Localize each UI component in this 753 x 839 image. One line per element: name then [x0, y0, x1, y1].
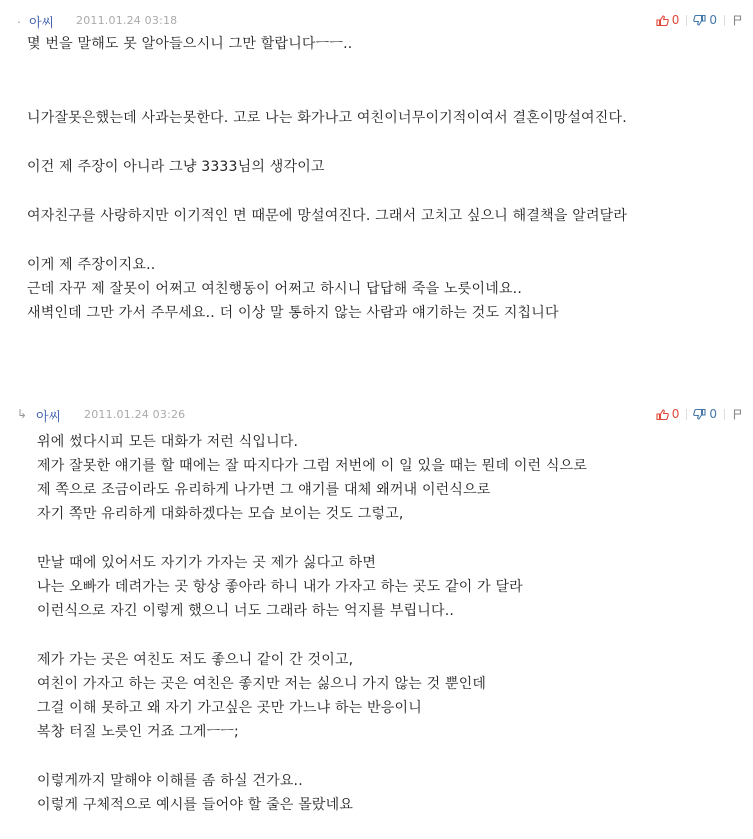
like-count: 0: [671, 407, 680, 421]
comment-line: 이런식으로 자긴 이렇게 했으니 너도 그래라 하는 억지를 부립니다..: [37, 603, 455, 619]
reply-arrow-icon: ↳: [17, 407, 28, 421]
comment-line: 복창 터질 노릇인 거죠 그게ㅡㅡ;: [37, 724, 239, 740]
comment-line: 제가 잘못한 얘기를 할 때에는 잘 따지다가 그럼 저번에 이 일 있을 때는 뭔데 이런 식으로: [37, 458, 588, 474]
dislike-button[interactable]: [693, 407, 717, 421]
vote-divider: [686, 409, 687, 420]
comment-header: [0, 404, 753, 426]
comment-body: [0, 426, 753, 817]
comment-line: 몇 번을 말해도 못 알아들으시니 그만 할랍니다ㅡㅡ..: [27, 36, 353, 52]
comment-author[interactable]: 아씨: [29, 16, 55, 31]
report-button[interactable]: [733, 409, 743, 420]
dislike-button[interactable]: [693, 13, 717, 27]
comment-body: [0, 32, 753, 325]
vote-divider: [724, 15, 725, 26]
comment-line: 이렇게 구체적으로 예시를 들어야 할 줄은 몰랐네요: [37, 797, 354, 813]
thumbs-up-icon: [656, 15, 669, 26]
vote-divider: [686, 15, 687, 26]
comment-line: 여자친구를 사랑하지만 이기적인 면 때문에 망설여진다. 그래서 고치고 싶으니 해결책을 알려달라: [27, 208, 628, 224]
comment-line: 제가 가는 곳은 여친도 저도 좋으니 같이 간 것이고,: [37, 652, 354, 668]
like-count: 0: [671, 13, 680, 27]
like-button[interactable]: [656, 407, 680, 421]
comment-line: 만날 때에 있어서도 자기가 가자는 곳 제가 싫다고 하면: [37, 555, 377, 571]
comment-line: 자기 쪽만 유리하게 대화하겠다는 모습 보이는 것도 그렇고,: [37, 506, 404, 522]
comment-line: 나는 오빠가 데려가는 곳 항상 좋아라 하니 내가 가자고 하는 곳도 같이 가 달라: [37, 579, 523, 595]
comment-line: 이게 제 주장이지요..: [27, 257, 156, 273]
comment: [0, 10, 753, 325]
thumbs-down-icon: [693, 409, 706, 420]
like-button[interactable]: [656, 13, 680, 27]
comment-date: 2011.01.24 03:26: [84, 408, 186, 421]
flag-icon: [733, 409, 743, 420]
comment-line: 이건 제 주장이 아니라 그냥 3333님의 생각이고: [27, 159, 325, 175]
flag-icon: [733, 15, 743, 26]
comment-line: 여친이 가자고 하는 곳은 여친은 좋지만 저는 싫으니 가지 않는 것 뿐인데: [37, 676, 487, 692]
comment-paragraph: [27, 253, 753, 325]
comment-line: 위에 썼다시피 모든 대화가 저런 식입니다.: [37, 434, 299, 450]
comment-date: 2011.01.24 03:18: [76, 14, 178, 27]
comment-paragraph: [27, 32, 753, 56]
comment-paragraph: [37, 769, 753, 817]
comment-paragraph: [27, 204, 753, 228]
comment-author[interactable]: 아씨: [36, 410, 62, 425]
vote-divider: [724, 409, 725, 420]
comment-reply: [0, 404, 753, 817]
comment-line: 그걸 이해 못하고 왜 자기 가고싶은 곳만 가느냐 하는 반응이니: [37, 700, 422, 716]
thumbs-up-icon: [656, 409, 669, 420]
dislike-count: 0: [709, 407, 717, 421]
comment-bullet: .: [17, 12, 21, 26]
comment-line: 새벽인데 그만 가서 주무세요.. 더 이상 말 통하지 않는 사람과 얘기하는 것도 지칩니다: [27, 305, 559, 321]
comment-paragraph: [27, 155, 753, 179]
comment-line: 근데 자꾸 제 잘못이 어쩌고 여친행동이 어쩌고 하시니 답답해 죽을 노릇이네요..: [27, 281, 522, 297]
comment-paragraph: [37, 430, 753, 526]
comment-line: 제 쪽으로 조금이라도 유리하게 나가면 그 얘기를 대체 왜꺼내 이런식으로: [37, 482, 491, 498]
comment-paragraph: [37, 551, 753, 623]
vote-controls: [650, 407, 743, 421]
comment-line: 니가잘못은했는데 사과는못한다. 고로 나는 화가나고 여친이너무이기적이여서 결혼이망설여진다.: [27, 110, 627, 126]
comment-line: 이렇게까지 말해야 이해를 좀 하실 건가요..: [37, 773, 303, 789]
comment-header: [0, 10, 753, 32]
comment-paragraph: [27, 106, 753, 130]
report-button[interactable]: [733, 15, 743, 26]
dislike-count: 0: [709, 13, 717, 27]
thumbs-down-icon: [693, 15, 706, 26]
vote-controls: [650, 13, 743, 27]
comment-paragraph: [37, 648, 753, 744]
